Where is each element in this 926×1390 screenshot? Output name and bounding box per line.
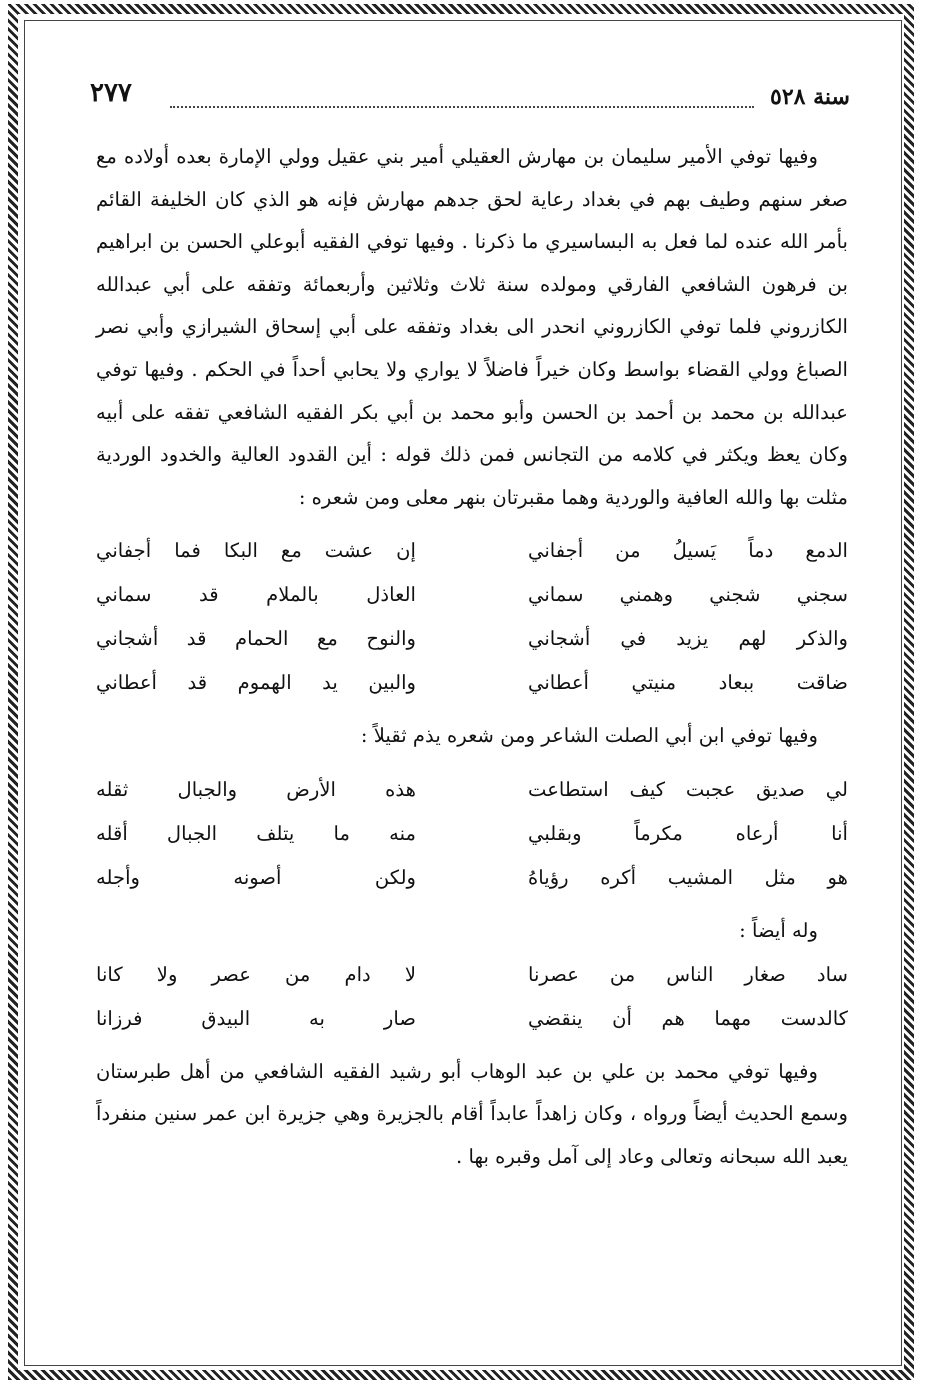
poem-2	[96, 768, 848, 900]
running-header	[90, 78, 850, 118]
header-year: سنة ٥٢٨	[770, 84, 850, 110]
hemistich-right: الدمع دماً يَسيلُ من أجفاني	[528, 539, 848, 563]
poem-3	[96, 953, 848, 1041]
hemistich-left: العاذل بالملام قد سماني	[96, 583, 416, 607]
verse	[96, 529, 848, 573]
page-number: ٢٧٧	[90, 78, 132, 108]
verse	[96, 953, 848, 997]
hemistich-left: إن عشت مع البكا فما أجفاني	[96, 539, 416, 563]
hemistich-left: منه ما يتلف الجبال أقله	[96, 821, 416, 845]
verse	[96, 573, 848, 617]
hemistich-left: صار به البيدق فرزانا	[96, 1006, 416, 1030]
poem-3-intro: وله أيضاً :	[739, 918, 818, 942]
hemistich-left: والبين يد الهموم قد أعطاني	[96, 671, 416, 695]
verse	[96, 661, 848, 705]
hemistich-left: هذه الأرض والجبال ثقله	[96, 777, 416, 801]
hemistich-right: كالدست مهما هم أن ينقضي	[528, 1006, 848, 1030]
header-dotted-rule	[170, 106, 754, 108]
verse	[96, 997, 848, 1041]
hemistich-left: والنوح مع الحمام قد أشجاني	[96, 627, 416, 651]
hemistich-right: سجني شجني وهمني سماني	[528, 583, 848, 607]
paragraph-2: وفيها توفي محمد بن علي بن عبد الوهاب أبو رشيد الفقيه الشافعي من أهل طبرستان وسمع الحديث أيضاً ورواه ، وكان زاهداً عابداً أقام بالجزيرة وهي جزيرة ابن عمر سنين منفرداً يعبد الله سبحانه وتعالى وعاد إلى آمل وقبره بها .	[96, 1059, 848, 1168]
verse	[96, 768, 848, 812]
hemistich-right: والذكر لهم يزيد في أشجاني	[528, 627, 848, 651]
poem-2-intro: وفيها توفي ابن أبي الصلت الشاعر ومن شعره يذم ثقيلاً :	[360, 724, 818, 748]
page-body	[96, 136, 848, 1178]
hemistich-right: أنا أرعاه مكرماً وبقلبي	[528, 821, 848, 845]
hemistich-right: لي صديق عجبت كيف استطاعت	[528, 777, 848, 801]
paragraph-1: وفيها توفي الأمير سليمان بن مهارش العقيلي أمير بني عقيل وولي الإمارة بعده أولاده مع صغر سنهم وطيف بهم في بغداد رعاية لحق جدهم مهارش فإنه هو الذي كان الخليفة القائم بأمر الله عنده لما فعل به البساسيري ما ذكرنا . وفيها توفي الفقيه أبوعلي الحسن بن ابراهيم بن فرهون الشافعي الفارقي ومولده سنة ثلاث وثلاثين وأربعمائة وتفقه على أبي عبدالله الكازروني فلما توفي الكازروني انحدر الى بغداد وتفقه على أبي إسحاق الشيرازي وأبي نصر الصباغ وولي القضاء بواسط وكان خيراً فاضلاً لا يواري ولا يحابي أحداً في الحكم . وفيها توفي عبدالله بن محمد بن أحمد بن الحسن وأبو محمد بن أبي بكر الفقيه الشافعي تفقه على أبيه وكان يعظ ويكثر في كلامه من التجانس فمن ذلك قوله : أين القدود العالية والخدود الوردية مثلت بها والله العافية والوردية وهما مقبرتان بنهر معلى ومن شعره :	[96, 145, 848, 509]
hemistich-right: ضاقت ببعاد منيتي أعطاني	[528, 671, 848, 695]
verse	[96, 856, 848, 900]
hemistich-left: لا دام من عصر ولا كانا	[96, 962, 416, 986]
poem-1	[96, 529, 848, 705]
hemistich-left: ولكن أصونه وأجله	[96, 865, 416, 889]
verse	[96, 617, 848, 661]
hemistich-right: ساد صغار الناس من عصرنا	[528, 962, 848, 986]
verse	[96, 812, 848, 856]
hemistich-right: هو مثل المشيب أكره رؤياهُ	[528, 865, 848, 889]
